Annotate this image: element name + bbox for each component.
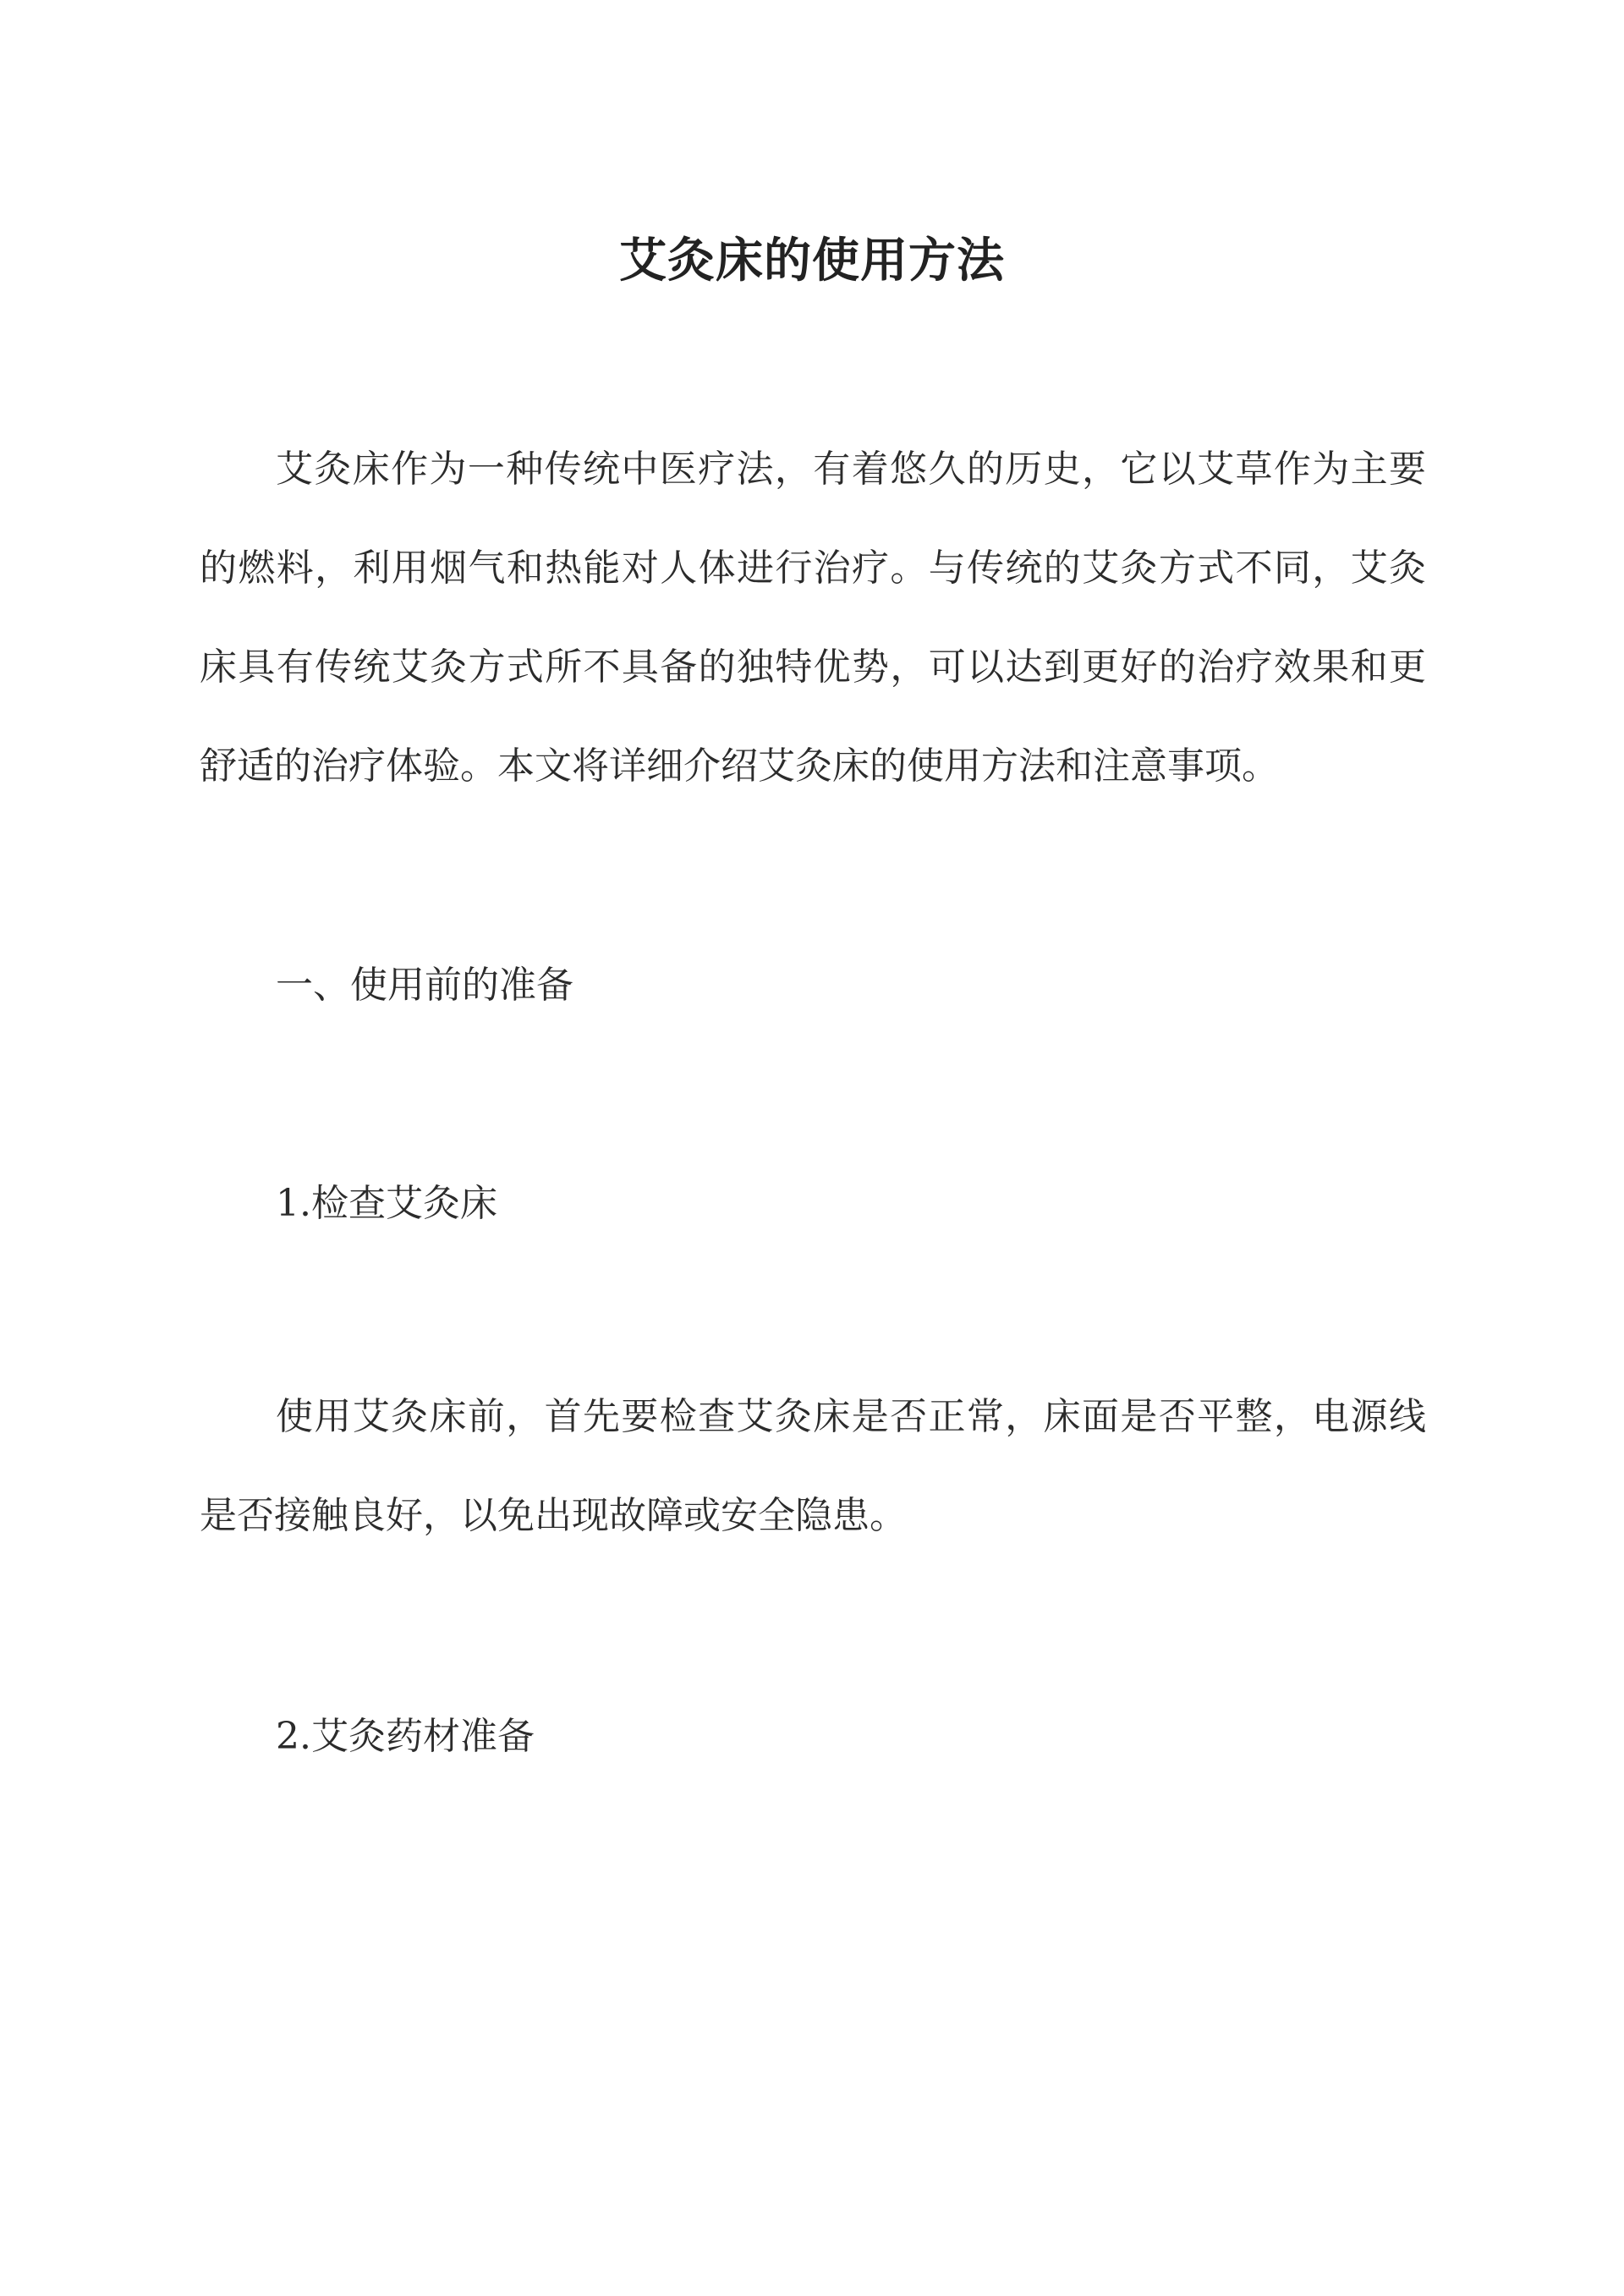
section-heading-preparation: 一、使用前的准备 — [276, 964, 573, 1007]
subheading-materials: 2.艾灸药材准备 — [276, 1715, 535, 1758]
subheading-check-bed: 1.检查艾灸床 — [276, 1182, 497, 1225]
intro-paragraph: 艾灸床作为一种传统中医疗法，有着悠久的历史，它以艾草作为主要的燃料，利用烟气和热能对人体进行治疗。与传统的艾灸方式不同，艾灸床具有传统艾灸方式所不具备的独特优势，可以达到更好的治疗效果和更舒适的治疗体验。本文将详细介绍艾灸床的使用方法和注意事项。 — [200, 448, 1426, 788]
check-bed-paragraph: 使用艾灸床前，首先要检查艾灸床是否正常，床面是否平整，电源线是否接触良好，以免出现故障或安全隐患。 — [200, 1395, 1426, 1537]
document-title: 艾灸床的使用方法 — [619, 232, 1005, 288]
